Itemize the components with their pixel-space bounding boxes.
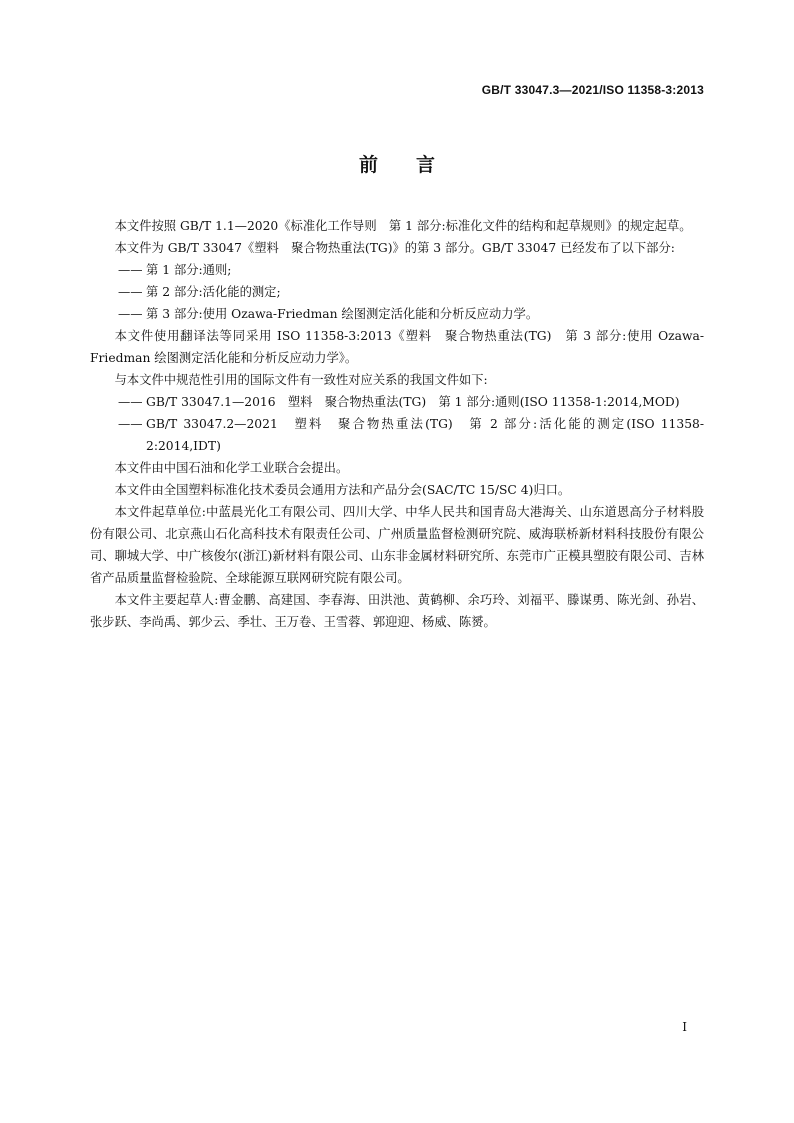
list-item-part-2: —— 第 2 部分:活化能的测定; (118, 281, 704, 303)
list-item-ref-1: —— GB/T 33047.1—2016 塑料 聚合物热重法(TG) 第 1 部分:通则(ISO 11358-1:2014,MOD) (118, 391, 704, 413)
dash-mark: —— (118, 285, 143, 299)
paragraph-part-statement: 本文件为 GB/T 33047《塑料 聚合物热重法(TG)》的第 3 部分。GB/T 33047 已经发布了以下部分: (114, 241, 675, 255)
paragraph-drafting-rules: 本文件按照 GB/T 1.1—2020《标准化工作导则 第 1 部分:标准化文件的结构和起草规则》的规定起草。 (114, 219, 692, 233)
paragraph-drafting-units: 本文件起草单位:中蓝晨光化工有限公司、四川大学、中华人民共和国青岛大港海关、山东道恩高分子材料股份有限公司、北京燕山石化高科技术有限责任公司、广州质量监督检测研究院、威海联桥新材料科技股份有限公司、聊城大学、中广核俊尔(浙江)新材料有限公司、山东非金属材料研究所、东莞市广正模具塑胶有限公司、吉林省产品质量监督检验院、全球能源互联网研究院有限公司。 (90, 505, 704, 585)
foreword-body (90, 215, 704, 633)
paragraph-proposer: 本文件由中国石油和化学工业联合会提出。 (114, 461, 349, 475)
list-item-ref-2: —— GB/T 33047.2—2021 塑料 聚合物热重法(TG) 第 2 部分:活化能的测定(ISO 11358-2:2014,IDT) (118, 413, 704, 457)
dash-mark: —— (118, 395, 143, 409)
paragraph-adoption: 本文件使用翻译法等同采用 ISO 11358-3:2013《塑料 聚合物热重法(TG) 第 3 部分:使用 Ozawa-Friedman 绘图测定活化能和分析反应动力学》。 (90, 329, 704, 365)
paragraph-references-intro: 与本文件中规范性引用的国际文件有一致性对应关系的我国文件如下: (114, 373, 488, 387)
paragraph-technical-committee: 本文件由全国塑料标准化技术委员会通用方法和产品分会(SAC/TC 15/SC 4)归口。 (114, 483, 571, 497)
page-number: I (682, 1020, 687, 1034)
list-item-part-1: —— 第 1 部分:通则; (118, 259, 704, 281)
page-title: 前言 (358, 154, 473, 176)
standard-code-header: GB/T 33047.3—2021/ISO 11358-3:2013 (481, 83, 704, 97)
dash-mark: —— (118, 263, 143, 277)
paragraph-drafters: 本文件主要起草人:曹金鹏、高建国、李春海、田洪池、黄鹤柳、余巧玲、刘福平、滕谋勇、陈光剑、孙岩、张步跃、李尚禹、郭少云、季壮、王万卷、王雪蓉、郭迎迎、杨威、陈赟。 (90, 593, 704, 629)
dash-mark: —— (118, 417, 143, 431)
dash-mark: —— (118, 307, 143, 321)
list-item-part-3: —— 第 3 部分:使用 Ozawa-Friedman 绘图测定活化能和分析反应动力学。 (118, 303, 704, 325)
